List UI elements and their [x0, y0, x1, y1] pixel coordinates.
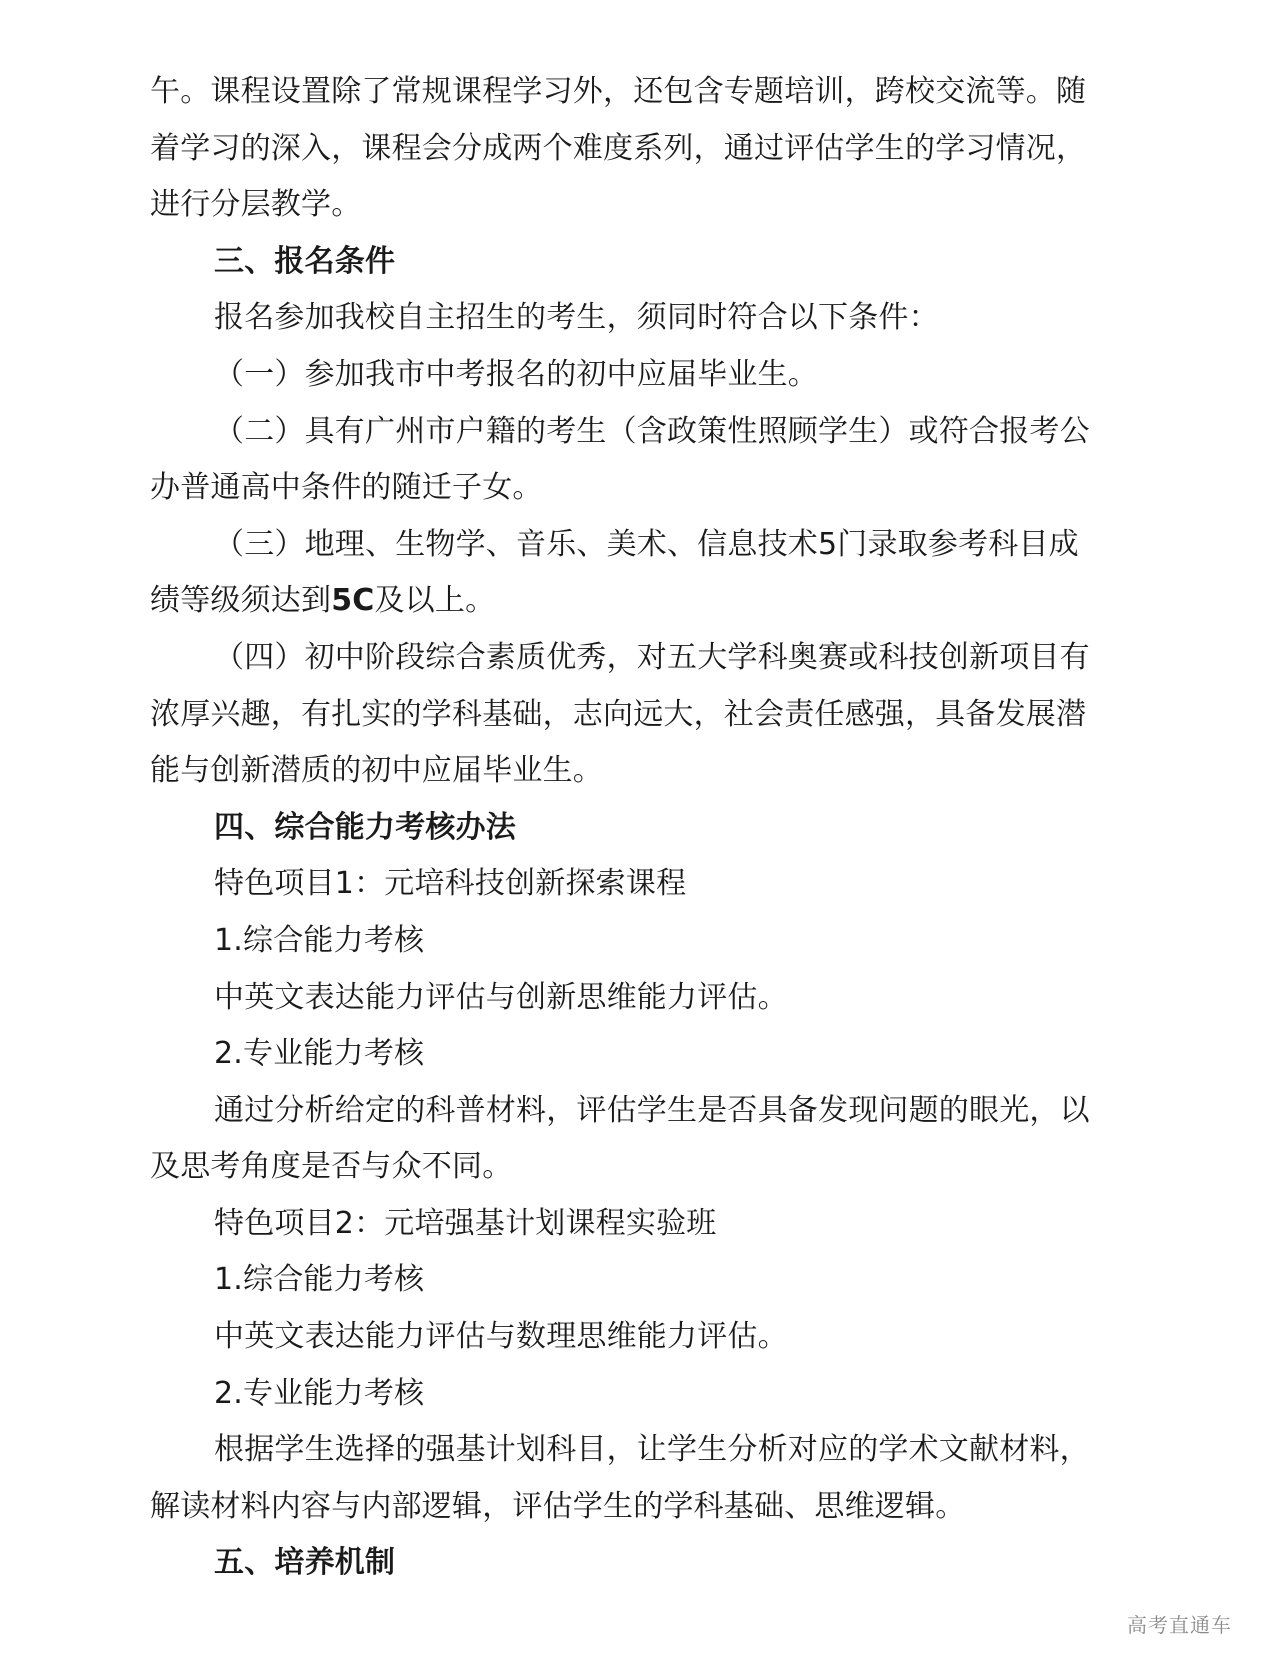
section3-heading: 三、报名条件: [214, 243, 396, 279]
section3-item3-line2-pre: 绩等级须达到: [150, 583, 332, 619]
intro-line-3: 进行分层教学。: [150, 187, 362, 223]
project1-sub1-text: 中英文表达能力评估与创新思维能力评估。: [214, 979, 788, 1015]
section3-item2-line1: （二）具有广州市户籍的考生（含政策性照顾学生）或符合报考公: [214, 413, 1090, 449]
project2-title: 特色项目2：元培强基计划课程实验班: [214, 1205, 717, 1241]
project2-sub2-line2: 解读材料内容与内部逻辑，评估学生的学科基础、思维逻辑。: [150, 1488, 966, 1524]
project1-title: 特色项目1：元培科技创新探索课程: [214, 866, 687, 902]
project1-sub2-line2: 及思考角度是否与众不同。: [150, 1149, 513, 1185]
project2-sub1: 1.综合能力考核: [214, 1262, 425, 1298]
section3-item3-line1: （三）地理、生物学、音乐、美术、信息技术5门录取参考科目成: [214, 526, 1079, 562]
intro-line-1: 午。课程设置除了常规课程学习外，还包含专题培训，跨校交流等。随: [150, 74, 1087, 109]
section5-heading: 五、培养机制: [214, 1545, 396, 1581]
section3-item2-line2: 办普通高中条件的随迁子女。: [150, 470, 543, 506]
project2-sub2-line1: 根据学生选择的强基计划科目，让学生分析对应的学术文献材料，: [214, 1432, 1090, 1468]
section3-item3-line2: [150, 573, 1130, 630]
section3-item1: （一）参加我市中考报名的初中应届毕业生。: [214, 356, 818, 392]
project1-sub1: 1.综合能力考核: [214, 922, 425, 958]
project1-sub2-line1: 通过分析给定的科普材料，评估学生是否具备发现问题的眼光，以: [214, 1092, 1090, 1128]
section3-item4-line2: 浓厚兴趣，有扎实的学科基础，志向远大，社会责任感强，具备发展潜: [150, 696, 1087, 732]
section3-lead: 报名参加我校自主招生的考生，须同时符合以下条件：: [214, 300, 939, 336]
section3-item4-line1: （四）初中阶段综合素质优秀，对五大学科奥赛或科技创新项目有: [214, 639, 1090, 675]
section4-heading: 四、综合能力考核办法: [214, 809, 516, 845]
watermark: 高考直通车: [1127, 1613, 1232, 1637]
section3-item3-grade: 5C: [331, 583, 375, 619]
section3-item4-line3: 能与创新潜质的初中应届毕业生。: [150, 753, 603, 789]
section3-item3-line2-post: 及以上。: [374, 583, 496, 619]
document-page: [150, 64, 1130, 1592]
project2-sub2: 2.专业能力考核: [214, 1375, 425, 1411]
project2-sub1-text: 中英文表达能力评估与数理思维能力评估。: [214, 1319, 788, 1355]
project1-sub2: 2.专业能力考核: [214, 1036, 425, 1072]
intro-line-2: 着学习的深入，课程会分成两个难度系列，通过评估学生的学习情况，: [150, 130, 1087, 166]
